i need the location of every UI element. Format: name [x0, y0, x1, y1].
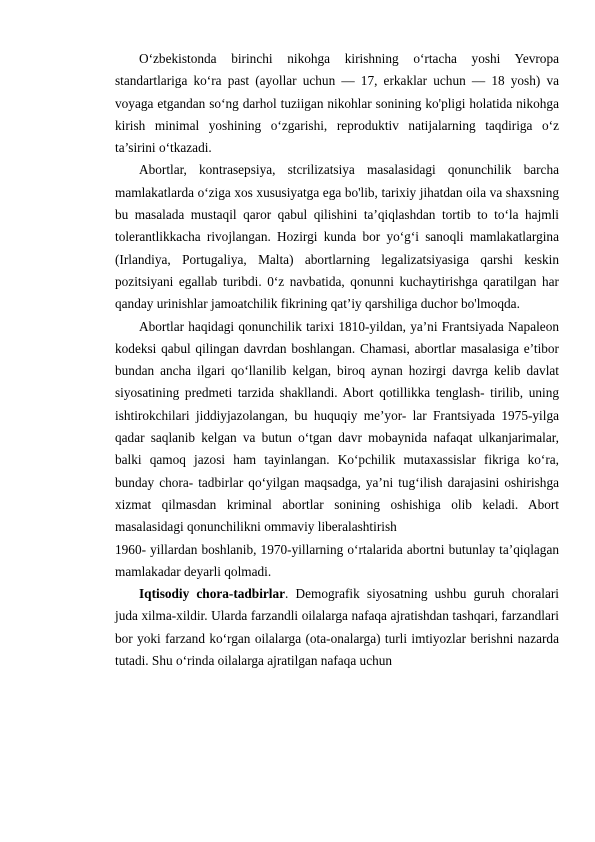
paragraph-economic-measures-text: . Demografik siyosatning ushbu guruh choralari juda xilma-xildir. Ularda farzandli oilalarga nafaqa ajratishdan tashqari, farzandlari bor yoki farzand ko‘rgan oilalarga (ota-onalarga) turli imtiyozlar berishni nazarda tutadi. Shu o‘rinda oilalarga ajratilgan nafaqa uchun [115, 586, 559, 669]
paragraph-abortion-legislation: Abortlar, kontrasepsiya, stcrilizatsiya masalasidagi qonunchilik barcha mamlakatlarda o‘ziga xos xususiyatga ega bo'lib, tarixiy jihatdan oila va shaxsning bu masalada mustaqil qaror qabul qilishini ta’qiqlashdan tortib to to‘la hajmli tolerantlikkacha rivojlangan. Hozirgi kunda bor yo‘g‘i sanoqli mamlakatlargina (Irlandiya, Portugaliya, Malta) abortlarning legalizatsiyasiga qarshi keskin pozitsiyani egallab turibdi. 0‘z navbatida, qonunni kuchaytirishga qaratilgan har qanday urinishlar jamoatchilik fikrining qat’iy qarshiliga duchor bo'lmoqda. [115, 162, 559, 312]
document-page [115, 48, 559, 672]
paragraph-abortion-history: Abortlar haqidagi qonunchilik tarixi 1810-yildan, ya’ni Frantsiyada Napaleon kodeksi qabul qilingan davrdan boshlangan. Chamasi, abortlar masalasiga e’tibor bundan ancha ilgari qo‘llanilib kelgan, biroq aynan hozirgi davrga kelib davlat siyosatining predmeti tarzida shakllandi. Abort qotillikka tenglash- tirilib, uning ishtirokchilari jiddiyjazolangan, bu huquqiy me’yor- lar Frantsiyada 1975-yilga qadar saqlanib kelgan va butun o‘tgan davr mobaynida nafaqat ulkanjarimalar, balki qamoq jazosi ham tayinlangan. Ko‘pchilik mutaxassislar fikriga ko‘ra, bunday chora- tadbirlar qo‘yilgan maqsadga, ya’ni tug‘ilish darajasini oshirishga xizmat qilmasdan kriminal abortlar sonining oshishiga olib keladi. Abort masalasidagi qonunchilikni ommaviy liberalashtirish [115, 318, 559, 535]
paragraph-liberalization-continuation: 1960- yillardan boshlanib, 1970-yillarning o‘rtalarida abortni butunlay ta’qiqlagan mamlakadar deyarli qolmadi. [115, 541, 559, 579]
section-heading-economic-measures: Iqtisodiy chora-tadbirlar [139, 586, 286, 602]
paragraph-economic-measures [115, 583, 559, 672]
paragraph-marriage-age: O‘zbekistonda birinchi nikohga kirishning o‘rtacha yoshi Yevropa standartlariga ko‘ra past (ayollar uchun — 17, erkaklar uchun — 18 yosh) va voyaga etgandan so‘ng darhol tuziigan nikohlar sonining ko'pligi holatida nikohga kirish minimal yoshining o‘zgarishi, reproduktiv natijalarning taqdiriga o‘z ta’sirini o‘tkazadi. [115, 51, 559, 156]
